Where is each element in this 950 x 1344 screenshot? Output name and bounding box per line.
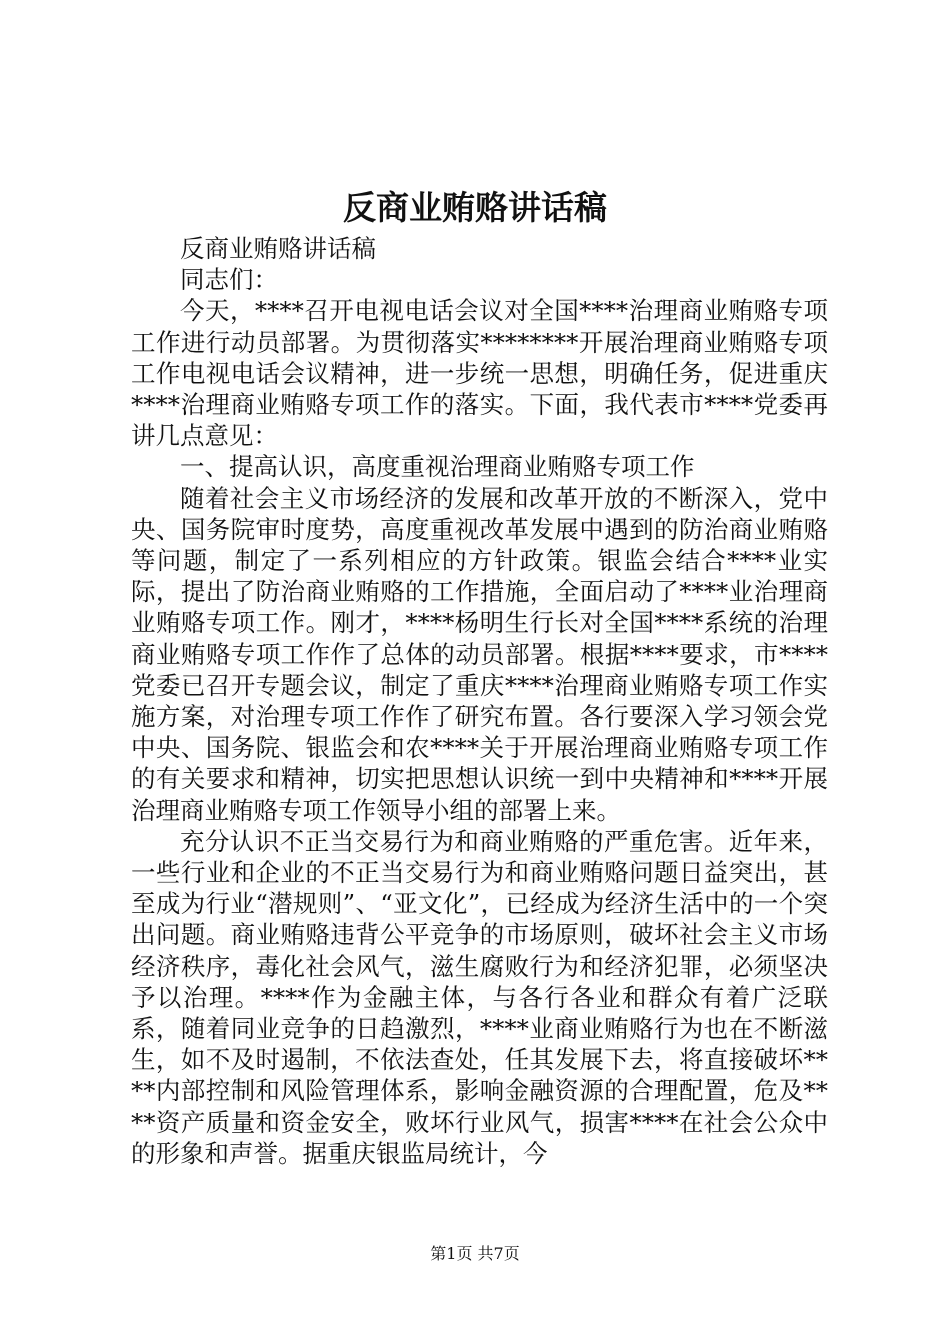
paragraph-harm: 充分认识不正当交易行为和商业贿赂的严重危害。近年来，一些行业和企业的不正当交易行为和商业贿赂问题日益突出，甚至成为行业“潜规则”、“亚文化”，已经成为经济生活中的一个突出问题。商业贿赂违背公平竞争的市场原则，破坏社会主义市场经济秩序，毒化社会风气，滋生腐败行为和经济犯罪，必须坚决予以治理。****作为金融主体，与各行各业和群众有着广泛联系，随着同业竞争的日趋激烈，****业商业贿赂行为也在不断滋生，如不及时遏制，不依法查处，任其发展下去，将直接破坏****内部控制和风险管理体系，影响金融资源的合理配置，危及****资产质量和资金安全，败坏行业风气，损害****在社会公众中的形象和声誉。据重庆银监局统计，今 bbox=[131, 826, 828, 1168]
paragraph-intro: 今天，****召开电视电话会议对全国****治理商业贿赂专项工作进行动员部署。为贯彻落实********开展治理商业贿赂专项工作电视电话会议精神，进一步统一思想，明确任务，促进重庆****治理商业贿赂专项工作的落实。下面，我代表市****党委再讲几点意见： bbox=[131, 296, 828, 451]
document-title: 反商业贿赂讲话稿 bbox=[343, 188, 607, 227]
paragraph-subtitle: 反商业贿赂讲话稿 bbox=[180, 234, 376, 263]
paragraph-background: 随着社会主义市场经济的发展和改革开放的不断深入，党中央、国务院审时度势，高度重视改革发展中遇到的防治商业贿赂等问题，制定了一系列相应的方针政策。银监会结合****业实际，提出了防治商业贿赂的工作措施，全面启动了****业治理商业贿赂专项工作。刚才，****杨明生行长对全国****系统的治理商业贿赂专项工作作了总体的动员部署。根据****要求，市****党委已召开专题会议，制定了重庆****治理商业贿赂专项工作实施方案，对治理专项工作作了研究布置。各行要深入学习领会党中央、国务院、银监会和农****关于开展治理商业贿赂专项工作的有关要求和精神，切实把思想认识统一到中央精神和****开展治理商业贿赂专项工作领导小组的部署上来。 bbox=[131, 483, 828, 825]
page-number-footer: 第1页 共7页 bbox=[430, 1244, 520, 1263]
section-heading: 一、提高认识，高度重视治理商业贿赂专项工作 bbox=[180, 452, 695, 482]
paragraph-salutation: 同志们： bbox=[180, 265, 278, 295]
document-body bbox=[131, 233, 828, 1169]
